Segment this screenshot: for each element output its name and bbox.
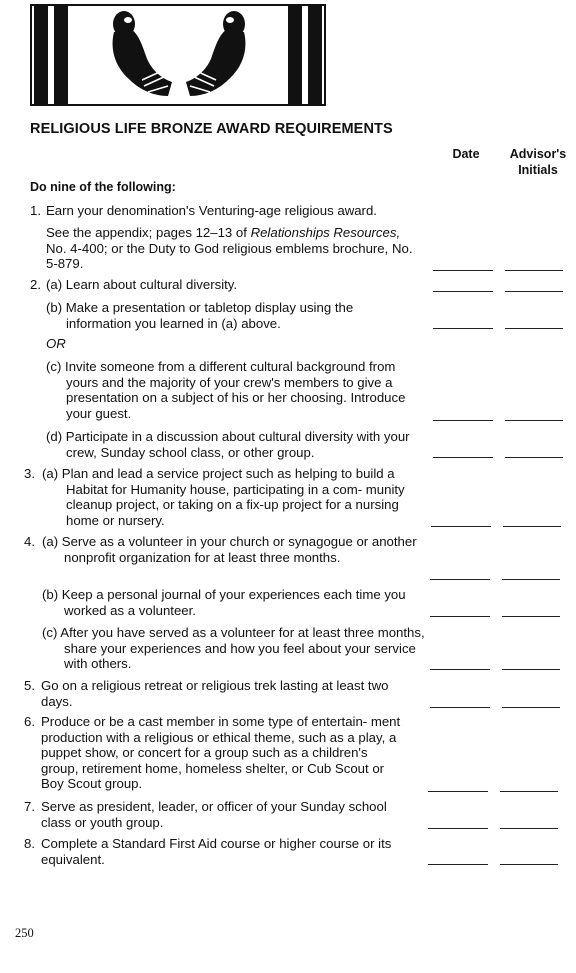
item-number: 3. bbox=[24, 466, 35, 481]
initials-signoff-line[interactable] bbox=[503, 526, 561, 527]
note-text: No. 4-400; or the Duty to God religious emblems brochure, No. 5-879. bbox=[46, 240, 413, 271]
banner-bar-left-outer bbox=[34, 6, 48, 104]
date-signoff-line[interactable] bbox=[433, 420, 493, 421]
requirement-2d: (d) Participate in a discussion about cultural diversity with your crew, Sunday school class, or other group. bbox=[46, 429, 410, 460]
date-signoff-line[interactable] bbox=[430, 669, 490, 670]
date-signoff-line[interactable] bbox=[430, 616, 490, 617]
date-signoff-line[interactable] bbox=[428, 864, 488, 865]
requirement-4a: (a) Serve as a volunteer in your church or synagogue or another nonprofit organization for at least three months. bbox=[42, 534, 417, 565]
initials-signoff-line[interactable] bbox=[505, 457, 563, 458]
date-signoff-line[interactable] bbox=[428, 828, 488, 829]
date-signoff-line[interactable] bbox=[433, 291, 493, 292]
requirement-6: Produce or be a cast member in some type of entertain- ment production with a religious or ethical theme, such as a play, a puppet show, or concert for a group such as a children's group, retirement home, homeless shelter, or Cub Scout or Boy Scout group. bbox=[41, 714, 401, 791]
item-number: 4. bbox=[24, 534, 35, 549]
date-signoff-line[interactable] bbox=[430, 579, 490, 580]
banner-bar-left-inner bbox=[54, 6, 68, 104]
requirement-2b: (b) Make a presentation or tabletop display using the information you learned in (a) above. bbox=[46, 300, 354, 331]
date-signoff-line[interactable] bbox=[433, 270, 493, 271]
advisor-initials-column-header bbox=[505, 146, 571, 178]
page-number: 250 bbox=[15, 926, 34, 940]
requirement-8: Complete a Standard First Aid course or higher course or its equivalent. bbox=[41, 836, 392, 867]
initials-signoff-line[interactable] bbox=[500, 864, 558, 865]
date-signoff-line[interactable] bbox=[428, 791, 488, 792]
emblem-banner bbox=[30, 4, 326, 106]
initials-signoff-line[interactable] bbox=[500, 828, 558, 829]
date-signoff-line[interactable] bbox=[433, 457, 493, 458]
item-number: 1. bbox=[30, 203, 41, 218]
date-signoff-line[interactable] bbox=[431, 526, 491, 527]
requirement-1-note bbox=[46, 225, 416, 272]
initials-signoff-line[interactable] bbox=[502, 616, 560, 617]
item-number: 5. bbox=[24, 678, 35, 693]
or-separator: OR bbox=[46, 336, 66, 351]
initials-signoff-line[interactable] bbox=[505, 328, 563, 329]
advisor-header-line2: Initials bbox=[518, 163, 558, 177]
page-title: RELIGIOUS LIFE BRONZE AWARD REQUIREMENTS bbox=[30, 121, 393, 137]
note-text: See the appendix; pages 12–13 of bbox=[46, 225, 251, 240]
requirement-1: Earn your denomination's Venturing-age religious award. bbox=[46, 203, 377, 218]
advisor-header-line1: Advisor's bbox=[509, 147, 567, 161]
item-number: 7. bbox=[24, 799, 35, 814]
left-hand-icon bbox=[104, 8, 176, 102]
instruction-heading: Do nine of the following: bbox=[30, 180, 176, 194]
requirement-5: Go on a religious retreat or religious trek lasting at least two days. bbox=[41, 678, 389, 709]
item-number: 2. bbox=[30, 277, 41, 292]
requirement-4c: (c) After you have served as a volunteer for at least three months, share your experiences and how you feel about your service with others. bbox=[42, 625, 425, 671]
publication-title: Relationships Resources, bbox=[250, 225, 401, 240]
date-column-header: Date bbox=[452, 147, 480, 161]
right-hand-icon bbox=[182, 8, 254, 102]
initials-signoff-line[interactable] bbox=[505, 420, 563, 421]
requirement-3a: (a) Plan and lead a service project such as helping to build a Habitat for Humanity house, participating in a com- munity cleanup project, or taking on a fix-up project for a nursing home or nursery. bbox=[42, 466, 405, 528]
initials-signoff-line[interactable] bbox=[505, 291, 563, 292]
initials-signoff-line[interactable] bbox=[505, 270, 563, 271]
item-number: 8. bbox=[24, 836, 35, 851]
date-signoff-line[interactable] bbox=[430, 707, 490, 708]
banner-bar-right-outer bbox=[308, 6, 322, 104]
requirement-7: Serve as president, leader, or officer of your Sunday school class or youth group. bbox=[41, 799, 387, 830]
initials-signoff-line[interactable] bbox=[502, 669, 560, 670]
requirement-4b: (b) Keep a personal journal of your experiences each time you worked as a volunteer. bbox=[42, 587, 406, 618]
initials-signoff-line[interactable] bbox=[502, 579, 560, 580]
initials-signoff-line[interactable] bbox=[500, 791, 558, 792]
date-signoff-line[interactable] bbox=[433, 328, 493, 329]
requirement-2c: (c) Invite someone from a different cultural background from yours and the majority of your crew's members to give a presentation on a subject of his or her choosing. Introduce your guest. bbox=[46, 359, 406, 421]
requirement-2a: (a) Learn about cultural diversity. bbox=[46, 277, 238, 292]
item-number: 6. bbox=[24, 714, 35, 729]
banner-bar-right-inner bbox=[288, 6, 302, 104]
initials-signoff-line[interactable] bbox=[502, 707, 560, 708]
